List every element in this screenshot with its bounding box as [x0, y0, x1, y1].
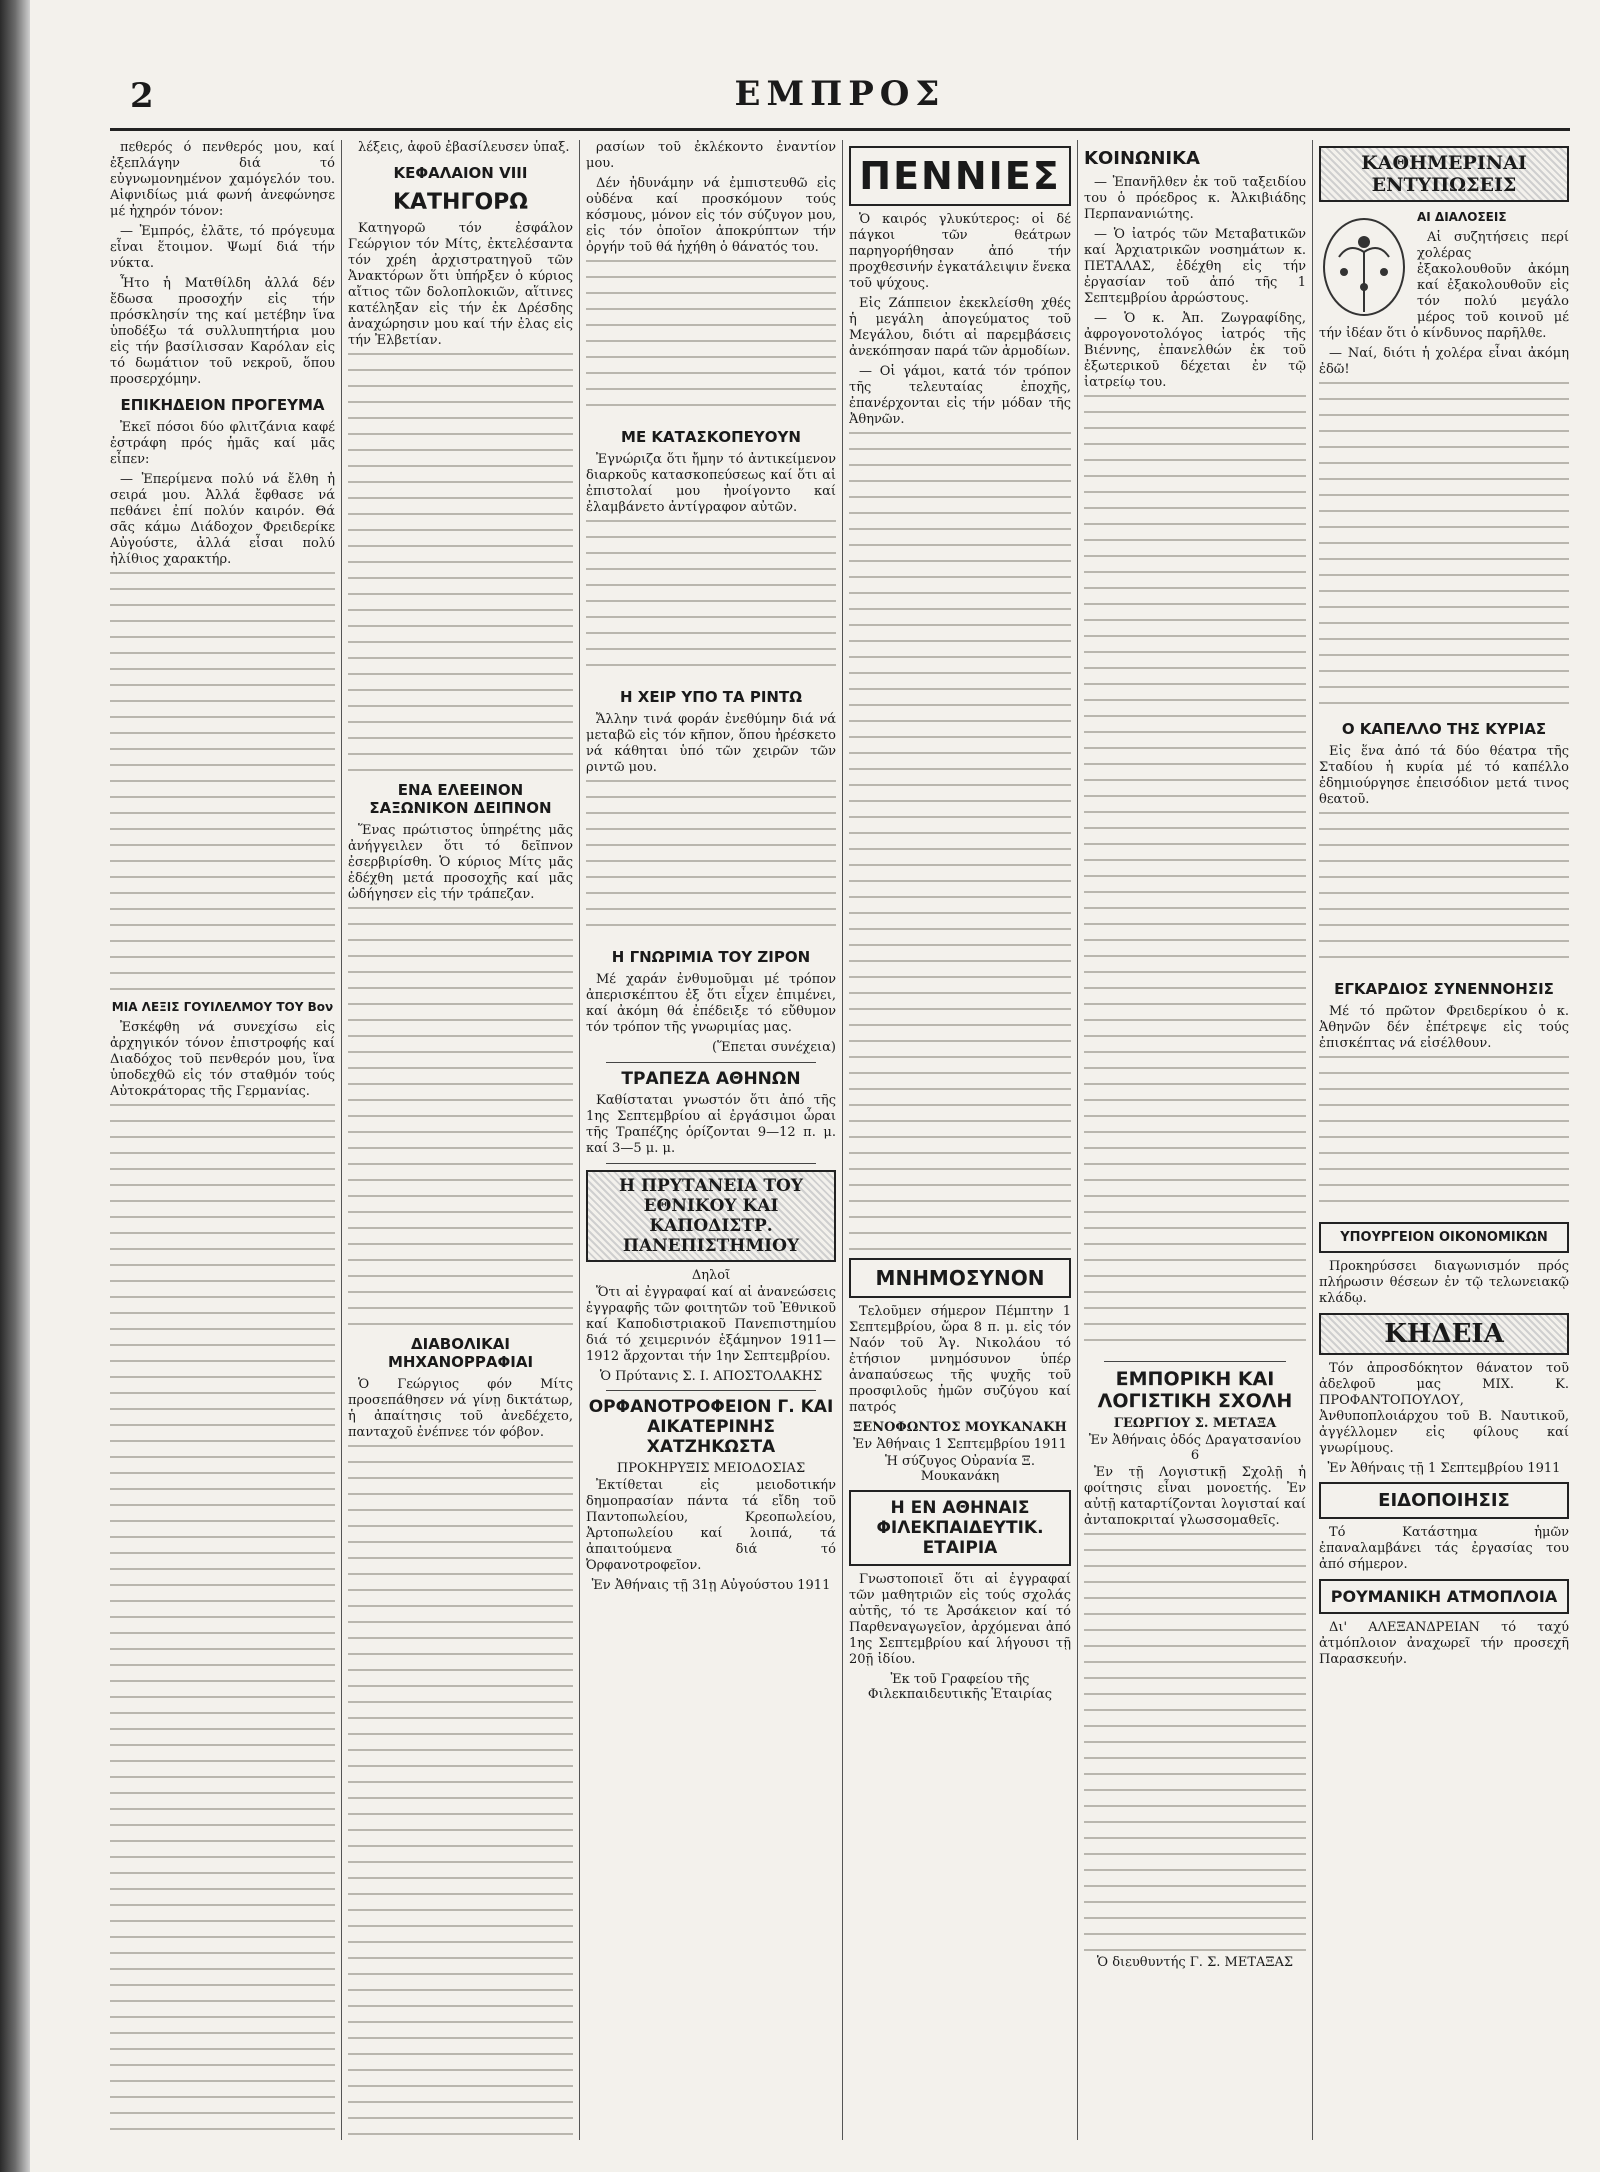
divider: [606, 1390, 816, 1391]
body-text-block: [348, 1445, 573, 2140]
ad-date: Ἐν Ἀθήναις 1 Σεπτεμβρίου 1911: [853, 1437, 1067, 1452]
body-text-block: [110, 1104, 335, 2140]
ad-signature: Ὁ Πρύτανις Σ. Ι. ΑΠΟΣΤΟΛΑΚΗΣ: [599, 1369, 823, 1384]
body-text-block: [1084, 395, 1306, 1355]
article-paragraph: — Ἐμπρός, ἐλᾶτε, τό πρόγευμα εἶναι ἕτοιμον. Ψωμί διά τήν νύκτα.: [110, 224, 335, 271]
article-paragraph: — Ἐπερίμενα πολύ νά ἔλθη ἡ σειρά μου. Ἀλλά ἔφθασε νά πεθάνει ἐπί πολύν καιρόν. Θά σᾶς κάμω Διάδοχον Φρειδερίκε Αὐγούστε, ἀλλά εἶσαι πολύ ἠλίθιος χαρακτήρ.: [110, 472, 335, 567]
page-number: 2: [130, 76, 154, 116]
article-paragraph: Μέ τό πρῶτον Φρειδερίκου ὁ κ. Ἀθηνῶν δέν ἐπέτρεψε εἰς τούς ἐπισκέπτας νά εἰσέλθουν.: [1319, 1004, 1569, 1051]
article-paragraph: — Ναί, διότι ἡ χολέρα εἶναι ἀκόμη ἐδῶ!: [1319, 346, 1569, 377]
section-heading: ΚΟΙΝΩΝΙΚΑ: [1084, 148, 1200, 169]
article-paragraph: Ἐκεῖ πόσοι δύο φλιτζάνια καφέ ἐστράφη πρός ἡμᾶς καί μᾶς εἶπεν:: [110, 420, 335, 467]
section-heading: ΜΙΑ ΛΕΞΙΣ ΓΟΥΙΛΕΛΜΟΥ ΤΟΥ Βον: [111, 1000, 334, 1014]
masthead-rule: [110, 128, 1570, 131]
section-heading: ΜΕ ΚΑΤΑΣΚΟΠΕΥΟΥΝ: [621, 428, 801, 446]
ad-text: Ἐκτίθεται εἰς μειοδοτικήν δημοπρασίαν πάντα τά εἴδη τοῦ Παντοπωλείου, Κρεοπωλείου, Ἀρτοπωλείου καί λοιπά, τά ἀπαιτούμενα διά τό Ὀρφανοτροφεῖον.: [586, 1478, 836, 1573]
section-heading: ΕΓΚΑΡΔΙΟΣ ΣΥΝΕΝΝΟΗΣΙΣ: [1334, 980, 1554, 998]
section-heading: ΑΙ ΔΙΑΛΟΣΕΙΣ: [1417, 210, 1507, 224]
column-2: [348, 140, 573, 2140]
body-text-block: [1084, 1533, 1306, 1953]
divider: [606, 1163, 816, 1164]
body-text-block: [849, 432, 1071, 1252]
article-paragraph: Ἦτο ἡ Ματθίλδη ἀλλά δέν ἔδωσα προσοχήν εἰς τήν πρόσκλησίν της καί μετέβην ἵνα ὑποδέξω τά συλλυπητήρια μου εἰς τήν βασίλισσαν Καρόλαν εἰς τό δωμάτιον τοῦ νεκροῦ, ὅπου προσερχόμην.: [110, 276, 335, 387]
column-rule: [1077, 140, 1078, 2140]
article-paragraph: Εἰς ἕνα ἀπό τά δύο θέατρα τῆς Σταδίου ἡ κυρία μέ τό καπέλλο ἐδημιούργησε ἐπεισόδιον μετά τινος θεατοῦ.: [1319, 744, 1569, 807]
column-rule: [1312, 140, 1313, 2140]
body-text-block: [586, 780, 836, 940]
ad-name: ΞΕΝΟΦΩΝΤΟΣ ΜΟΥΚΑΝΑΚΗ: [853, 1420, 1067, 1435]
article-paragraph: Εἰς Ζάππειον ἐκεκλείσθη χθές ἡ μεγάλη ἀπογεύματος τοῦ Μεγάλου, διότι αἱ παρεμβάσεις ἀνεκόπησαν παρά τῶν ἀρμοδίων.: [849, 296, 1071, 359]
body-text-block: [110, 572, 335, 992]
section-heading-box: ΡΟΥΜΑΝΙΚΗ ΑΤΜΟΠΛΟΙΑ: [1319, 1579, 1569, 1614]
body-text-block: [1319, 1056, 1569, 1216]
article-paragraph: Ὁ καιρός γλυκύτερος: οἱ δέ πάγκοι τῶν θεάτρων παρηγορήθησαν ἀπό τήν προχθεσινήν ἐγκατάλειψιν ἕνεκα τοῦ ψύχους.: [849, 212, 1071, 291]
ad-title-box: ΜΝΗΜΟΣΥΝΟΝ: [849, 1258, 1071, 1298]
divider: [606, 1062, 816, 1063]
ad-signature: Ἡ σύζυγος Οὐρανία Ξ. Μουκανάκη: [885, 1454, 1035, 1484]
column-6: [1319, 140, 1569, 2140]
body-text-block: [586, 520, 836, 680]
ad-title-banner: ΚΗΔΕΙΑ: [1319, 1313, 1569, 1355]
body-text-block: [586, 260, 836, 420]
peacock-illustration: [1319, 212, 1409, 322]
article-paragraph: Αἱ συζητήσεις περί χολέρας ἐξακολουθοῦν ἀκόμη καί ἐξακολουθοῦν εἰς τόν πολύ μεγάλο μέρος τοῦ κοινοῦ μέ τήν ἰδέαν ὅτι ὁ κίνδυνος παρῆλθε.: [1319, 230, 1569, 341]
ad-subtitle: ΓΕΩΡΓΙΟΥ Σ. ΜΕΤΑΞΑ: [1113, 1416, 1277, 1431]
article-paragraph: πεθερός ό πενθερός μου, καί ἐξεπλάγην διά τό εὐγνωμονημένον χαμόγελόν του. Αἰφνιδίως μιά φωνή ἀνεφώνησε μέ ἠχηρόν τόνον:: [110, 140, 335, 219]
article-paragraph: Τό Κατάστημα ἡμῶν ἐπαναλαμβάνει τάς ἐργασίας του ἀπό σήμερον.: [1319, 1525, 1569, 1572]
ad-subtitle: ΠΡΟΚΗΡΥΞΙΣ ΜΕΙΟΔΟΣΙΑΣ: [616, 1461, 806, 1476]
column-4: [849, 140, 1071, 2140]
section-heading: ΕΝΑ ΕΛΕΕΙΝΟΝ ΣΑΞΩΝΙΚΟΝ ΔΕΙΠΝΟΝ: [369, 781, 552, 817]
body-text-block: [1319, 812, 1569, 972]
ad-text: Τόν ἀπροσδόκητον θάνατον τοῦ ἀδελφοῦ μας ΜΙΧ. Κ. ΠΡΟΦΑΝΤΟΠΟΥΛΟΥ, Ἀνθυποπλοιάρχου τοῦ Β. Ναυτικοῦ, ἀγγέλλομεν εἰς φίλους καί γνωρίμους.: [1319, 1361, 1569, 1456]
ad-title: ΤΡΑΠΕΖΑ ΑΘΗΝΩΝ: [621, 1069, 801, 1089]
section-heading: ΔΙΑΒΟΛΙΚΑΙ ΜΗΧΑΝΟΡΡΑΦΙΑΙ: [387, 1335, 534, 1371]
ad-text: Καθίσταται γνωστόν ὅτι ἀπό τῆς 1ης Σεπτεμβρίου αἱ ἐργάσιμοι ὧραι τῆς Τραπέζης ὁρίζονται 9—12 π. μ. καί 3—5 μ. μ.: [586, 1093, 836, 1156]
ad-subtitle: Δηλοῖ: [691, 1268, 731, 1283]
divider: [1104, 1361, 1286, 1362]
article-paragraph: λέξεις, ἀφοῦ ἐβασίλευσεν ὑπαξ.: [358, 140, 570, 155]
column-rule: [579, 140, 580, 2140]
article-paragraph: — Ὁ κ. Ἀπ. Ζωγραφίδης, ἀφρογονοτολόγος ἰατρός τῆς Βιέννης, ἐπανελθών ἐκ τοῦ ἐξωτερικοῦ δέχεται ἐν τῷ ἰατρείῳ του.: [1084, 311, 1306, 390]
section-heading: ΚΑΤΗΓΟΡΩ: [392, 190, 529, 215]
column-3: [586, 140, 836, 2140]
section-heading: Ο ΚΑΠΕΛΛΟ ΤΗΣ ΚΥΡΙΑΣ: [1341, 720, 1547, 738]
ad-title: ΟΡΦΑΝΟΤΡΟΦΕΙΟΝ Γ. ΚΑΙ ΑΙΚΑΤΕΡΙΝΗΣ ΧΑΤΖΗΚΩΣΤΑ: [588, 1397, 834, 1457]
page-binding-edge: [0, 0, 30, 2172]
ad-date: Ἐν Ἀθήναις τῇ 1 Σεπτεμβρίου 1911: [1327, 1461, 1561, 1476]
body-text-block: [348, 907, 573, 1327]
article-paragraph: Κατηγορῶ τόν ἐσφάλον Γεώργιον τόν Μίτς, ἐκτελέσαντα τόν χρέη ἀρχιστρατηγοῦ τῶν Ἀνακτόρων ὅτι ὑπήρξεν ὁ κύριος αἴτιος τῶν δολοπλοκιῶν, αἵτινες κατέληξαν εἰς τήν ἐκ Δρέσδης ἀναχώρησιν μου καί τήν ἐλας εἰς τήν Ἐλβετίαν.: [348, 221, 573, 348]
section-banner: ΚΑΘΗΜΕΡΙΝΑΙ ΕΝΤΥΠΩΣΕΙΣ: [1319, 146, 1569, 202]
chapter-heading: ΚΕΦΑΛΑΙΟΝ VIII: [393, 164, 528, 182]
article-paragraph: Ὁ Γεώργιος φόν Μίτς προσεπάθησεν νά γίνῃ δικτάτωρ, ἡ ἀπαίτησις τοῦ ἀνεδέχετο, πανταχοῦ ἐνέπνεε τόν φόβον.: [348, 1377, 573, 1440]
article-paragraph: Ἐγνώριζα ὅτι ἤμην τό ἀντικείμενον διαρκοῦς κατασκοπεύσεως καί ὅτι αἱ ἐπιστολαί μου ἠνοίγοντο καί ἐλαμβάνετο ἀντίγραφον αὐτῶν.: [586, 452, 836, 515]
column-1: [110, 140, 335, 2140]
section-heading-box: ΥΠΟΥΡΓΕΙΟΝ ΟΙΚΟΝΟΜΙΚΩΝ: [1319, 1222, 1569, 1253]
section-heading-box: ΕΙΔΟΠΟΙΗΣΙΣ: [1319, 1482, 1569, 1519]
column-5: [1084, 140, 1306, 2140]
article-paragraph: Μέ χαράν ἐνθυμοῦμαι μέ τρόπον ἀπερισκέπτου ἐξ ὅτι εἶχεν ἐπιμένει, καί ἀκόμη θά ἐπέδειξε τό εὔθυμον τόν τρόπον τῆς γνωριμίας μας.: [586, 972, 836, 1035]
ad-date: Ἐν Ἀθήναις τῇ 31ῃ Αὐγούστου 1911: [591, 1578, 831, 1593]
article-paragraph: — Ὁ ἰατρός τῶν Μεταβατικῶν καί Ἀρχιατρικῶν νοσημάτων κ. ΠΕΤΑΛΑΣ, ἐδέχθη εἰς τήν ἐργασίαν τοῦ ἀπό τῆς 1 Σεπτεμβρίου ἀρρώστους.: [1084, 227, 1306, 306]
section-heading: Η ΓΝΩΡΙΜΙΑ ΤΟΥ ΖΙΡΟΝ: [611, 948, 811, 966]
column-rule: [341, 140, 342, 2140]
article-paragraph: Ἕνας πρώτιστος ὑπηρέτης μᾶς ἀνήγγειλεν ὅτι τό δεῖπνον ἐσερβιρίσθη. Ὁ κύριος Μίτς μᾶς ἐδέχθη μετά προσοχῆς καί μᾶς ὡδήγησεν εἰς τήν τράπεζαν.: [348, 823, 573, 902]
body-text-block: [348, 353, 573, 773]
article-paragraph: — Ἐπανῆλθεν ἐκ τοῦ ταξειδίου του ὁ πρόεδρος κ. Ἀλκιβιάδης Περπανανιώτης.: [1084, 175, 1306, 222]
continued-note: (Ἕπεται συνέχεια): [712, 1040, 836, 1055]
ad-text: Ὅτι αἱ ἐγγραφαί καί αἱ ἀνανεώσεις ἐγγραφῆς τῶν φοιτητῶν τοῦ Ἐθνικοῦ καί Καποδιστριακοῦ Πανεπιστημίου διά τό χειμερινόν ἑξάμηνον 1911—1912 ἄρχονται τήν 1ην Σεπτεμβρίου.: [586, 1285, 836, 1364]
masthead: [110, 70, 1570, 130]
ad-text: Τελοῦμεν σήμερον Πέμπτην 1 Σεπτεμβρίου, ὥρα 8 π. μ. εἰς τόν Ναόν τοῦ Ἁγ. Νικολάου τό ἐτήσιον μνημόσυνον ὑπέρ ἀναπαύσεως τῆς ψυχῆς τοῦ προσφιλοῦς ἡμῶν συζύγου καί πατρός: [849, 1304, 1071, 1415]
article-paragraph: Ἐσκέφθη νά συνεχίσω εἰς ἀρχηγικόν τόνον ἐπιστροφής καί Διαδόχος τοῦ πενθερόν μου, ἵνα ὑποδεχθῶ εἰς τόν σταθμόν τούς Αὐτοκράτορας τῆς Γερμανίας.: [110, 1020, 335, 1099]
ad-title-box: Η ΕΝ ΑΘΗΝΑΙΣ ΦΙΛΕΚΠΑΙΔΕΥΤΙΚ. ΕΤΑΙΡΙΑ: [849, 1490, 1071, 1566]
article-paragraph: Προκηρύσσει διαγωνισμόν πρός πλήρωσιν θέσεων ἐν τῷ τελωνειακῷ κλάδῳ.: [1319, 1259, 1569, 1306]
ad-address: Ἐν Ἀθήναις ὁδός Δραγατσανίου 6: [1088, 1433, 1302, 1463]
column-rule: [842, 140, 843, 2140]
body-text-block: [1319, 382, 1569, 712]
section-heading: ΕΠΙΚΗΔΕΙΟΝ ΠΡΟΓΕΥΜΑ: [120, 396, 325, 414]
section-banner: ΠΕΝΝΙΕΣ: [849, 146, 1071, 206]
article-paragraph: ρασίων τοῦ ἐκλέκοντο ἐναντίον μου.: [586, 140, 836, 171]
ad-text: Ἐν τῇ Λογιστικῇ Σχολῇ ἡ φοίτησις εἶναι μονοετής. Ἐν αὐτῇ καταρτίζονται λογισταί καί ἀνταποκριταί γλωσσομαθεῖς.: [1084, 1465, 1306, 1528]
ad-title-banner: Η ΠΡΥΤΑΝΕΙΑ ΤΟΥ ΕΘΝΙΚΟΥ ΚΑΙ ΚΑΠΟΔΙΣΤΡ. ΠΑΝΕΠΙΣΤΗΜΙΟΥ: [586, 1170, 836, 1262]
ad-text: Γνωστοποιεῖ ὅτι αἱ ἐγγραφαί τῶν μαθητριῶν εἰς τούς σχολάς αὐτῆς, τό τε Ἀρσάκειον καί τό Παρθεναγωγεῖον, ἀρχόμεναι ἀπό 1ης Σεπτεμβρίου καί λήγουσι τῇ 20ῇ ἰδίου.: [849, 1572, 1071, 1667]
article-paragraph: Δέν ἠδυνάμην νά ἐμπιστευθῶ εἰς οὐδένα καί προσκόμουν τούς κόσμους, μόνον εἰς τόν σύζυγον μου, εἰς τόν ὁποῖον ἀποκρύπτων τήν ὀργήν τοῦ θά ἠχήθη ὁ θάνατός του.: [586, 176, 836, 255]
section-heading: Η ΧΕΙΡ ΥΠΟ ΤΑ ΡΙΝΤΩ: [620, 688, 802, 706]
article-paragraph: — Οἱ γάμοι, κατά τόν τρόπον τῆς τελευταίας ἐποχῆς, ἐπανέρχονται εἰς τήν μόδαν τῆς Ἀθηνῶν.: [849, 364, 1071, 427]
article-paragraph: Ἄλλην τινά φοράν ἐνεθύμην διά νά μεταβῶ εἰς τόν κῆπον, ὅπου ἠρέσκετο νά κάθηται ὑπό τῶν χειρῶν τῶν ριντῶ μου.: [586, 712, 836, 775]
newspaper-title: ΕΜΠΡΟΣ: [734, 74, 946, 114]
ad-title: ΕΜΠΟΡΙΚΗ ΚΑΙ ΛΟΓΙΣΤΙΚΗ ΣΧΟΛΗ: [1097, 1368, 1293, 1412]
article-paragraph: Δι' ΑΛΕΞΑΝΔΡΕΙΑΝ τό ταχύ ἀτμόπλοιον ἀναχωρεῖ τήν προσεχῆ Παρασκευήν.: [1319, 1620, 1569, 1667]
ad-signature: Ἐκ τοῦ Γραφείου τῆς Φιλεκπαιδευτικῆς Ἑταιρίας: [867, 1672, 1053, 1702]
ad-signature: Ὁ διευθυντής Γ. Σ. ΜΕΤΑΞΑΣ: [1096, 1955, 1294, 1970]
